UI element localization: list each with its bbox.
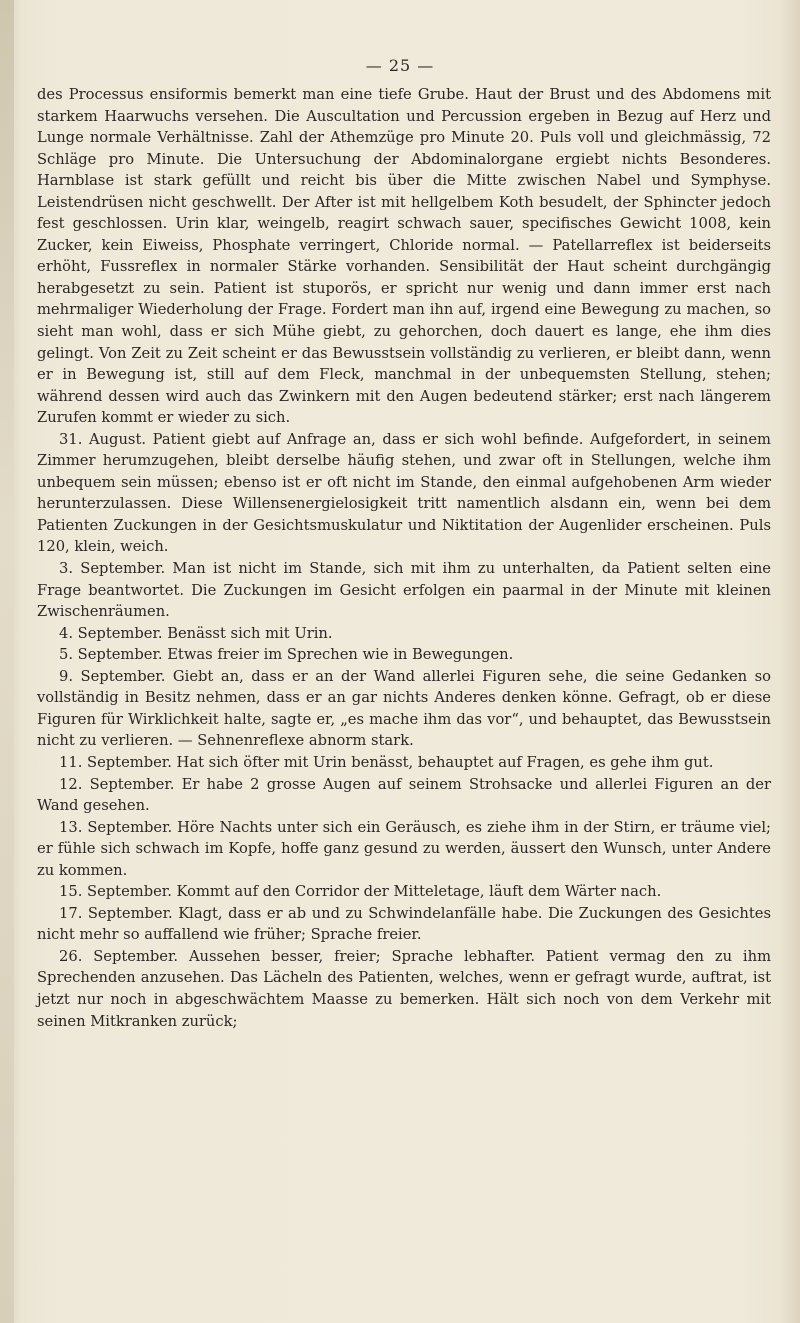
- paragraph: 17. September. Klagt, dass er ab und zu Schwindelanfälle habe. Die Zuckungen des Gesichtes nicht mehr so auffallend wie früher; Sprache freier.: [37, 904, 771, 944]
- scan-shadow-edge: [0, 0, 14, 1323]
- paragraph: 11. September. Hat sich öfter mit Urin benässt, behauptet auf Fragen, es gehe ihm gut.: [59, 753, 714, 771]
- body-text: [37, 84, 771, 1032]
- paragraph: 5. September. Etwas freier im Sprechen wie in Bewegungen.: [59, 646, 514, 664]
- paragraph: 26. September. Aussehen besser, freier; Sprache lebhafter. Patient vermag den zu ihm Sprechenden anzusehen. Das Lächeln des Patienten, welches, wenn er gefragt wurde, auftrat, ist jetzt nur noch in abgeschwächtem Maasse zu bemerken. Hält sich noch von dem Verkehr mit seinen Mitkranken zurück;: [37, 947, 771, 1030]
- paragraph: 15. September. Kommt auf den Corridor der Mitteletage, läuft dem Wärter nach.: [59, 883, 662, 901]
- page-number: — 25 —: [365, 56, 435, 75]
- paragraph: des Processus ensiformis bemerkt man eine tiefe Grube. Haut der Brust und des Abdomens mit starkem Haarwuchs versehen. Die Auscultation und Percussion ergeben in Bezug auf Herz und Lunge normale Verhältnisse. Zahl der Athemzüge pro Minute 20. Puls voll und gleichmässig, 72 Schläge pro Minute. Die Untersuchung der Abdominalorgane ergiebt nichts Besonderes. Harnblase ist stark gefüllt und reicht bis über die Mitte zwischen Nabel und Symphyse. Leistendrüsen nicht geschwellt. Der After ist mit hellgelbem Koth besudelt, der Sphincter jedoch fest geschlossen. Urin klar, weingelb, reagirt schwach sauer, specifisches Gewicht 1008, kein Zucker, kein Eiweiss, Phosphate verringert, Chloride normal. — Patellarreflex ist beiderseits erhöht, Fussreflex in normaler Stärke vorhanden. Sensibilität der Haut scheint durchgängig herabgesetzt zu sein. Patient ist stuporös, er spricht nur wenig und dann immer erst nach mehrmaliger Wiederholung der Frage. Fordert man ihn auf, irgend eine Bewegung zu machen, so sieht man wohl, dass er sich Mühe giebt, zu gehorchen, doch dauert es lange, ehe ihm dies gelingt. Von Zeit zu Zeit scheint er das Bewusstsein vollständig zu verlieren, er bleibt dann, wenn er in Bewegung ist, still auf dem Fleck, manchmal in der unbequemsten Stellung, stehen; während dessen wird auch das Zwinkern mit den Augen bedeutend stärker; erst nach längerem Zurufen kommt er wieder zu sich.: [37, 86, 771, 427]
- paragraph: 12. September. Er habe 2 grosse Augen auf seinem Strohsacke und allerlei Figuren an der Wand gesehen.: [37, 775, 771, 815]
- paragraph: 31. August. Patient giebt auf Anfrage an, dass er sich wohl befinde. Aufgefordert, in seinem Zimmer herumzugehen, bleibt derselbe häufig stehen, und zwar oft in Stellungen, welche ihm unbequem sein müssen; ebenso ist er oft nicht im Stande, den einmal aufgehobenen Arm wieder herunterzulassen. Diese Willensenergielosigkeit tritt namentlich alsdann ein, wenn bei dem Patienten Zuckungen in der Gesichtsmuskulatur und Niktitation der Augenlider erscheinen. Puls 120, klein, weich.: [37, 430, 771, 556]
- paragraph: 13. September. Höre Nachts unter sich ein Geräusch, es ziehe ihm in der Stirn, er träume viel; er fühle sich schwach im Kopfe, hoffe ganz gesund zu werden, äussert den Wunsch, unter Andere zu kommen.: [37, 818, 771, 879]
- paragraph: 4. September. Benässt sich mit Urin.: [59, 624, 333, 642]
- paragraph: 3. September. Man ist nicht im Stande, sich mit ihm zu unterhalten, da Patient selten eine Frage beantwortet. Die Zuckungen im Gesicht erfolgen ein paarmal in der Minute mit kleinen Zwischenräumen.: [37, 560, 771, 621]
- paragraph: 9. September. Giebt an, dass er an der Wand allerlei Figuren sehe, die seine Gedanken so vollständig in Besitz nehmen, dass er an gar nichts Anderes denken könne. Gefragt, ob er diese Figuren für Wirklichkeit halte, sagte er, „es mache ihm das vor“, und behauptet, das Bewusstsein nicht zu verlieren. — Sehnenreflexe abnorm stark.: [37, 667, 771, 750]
